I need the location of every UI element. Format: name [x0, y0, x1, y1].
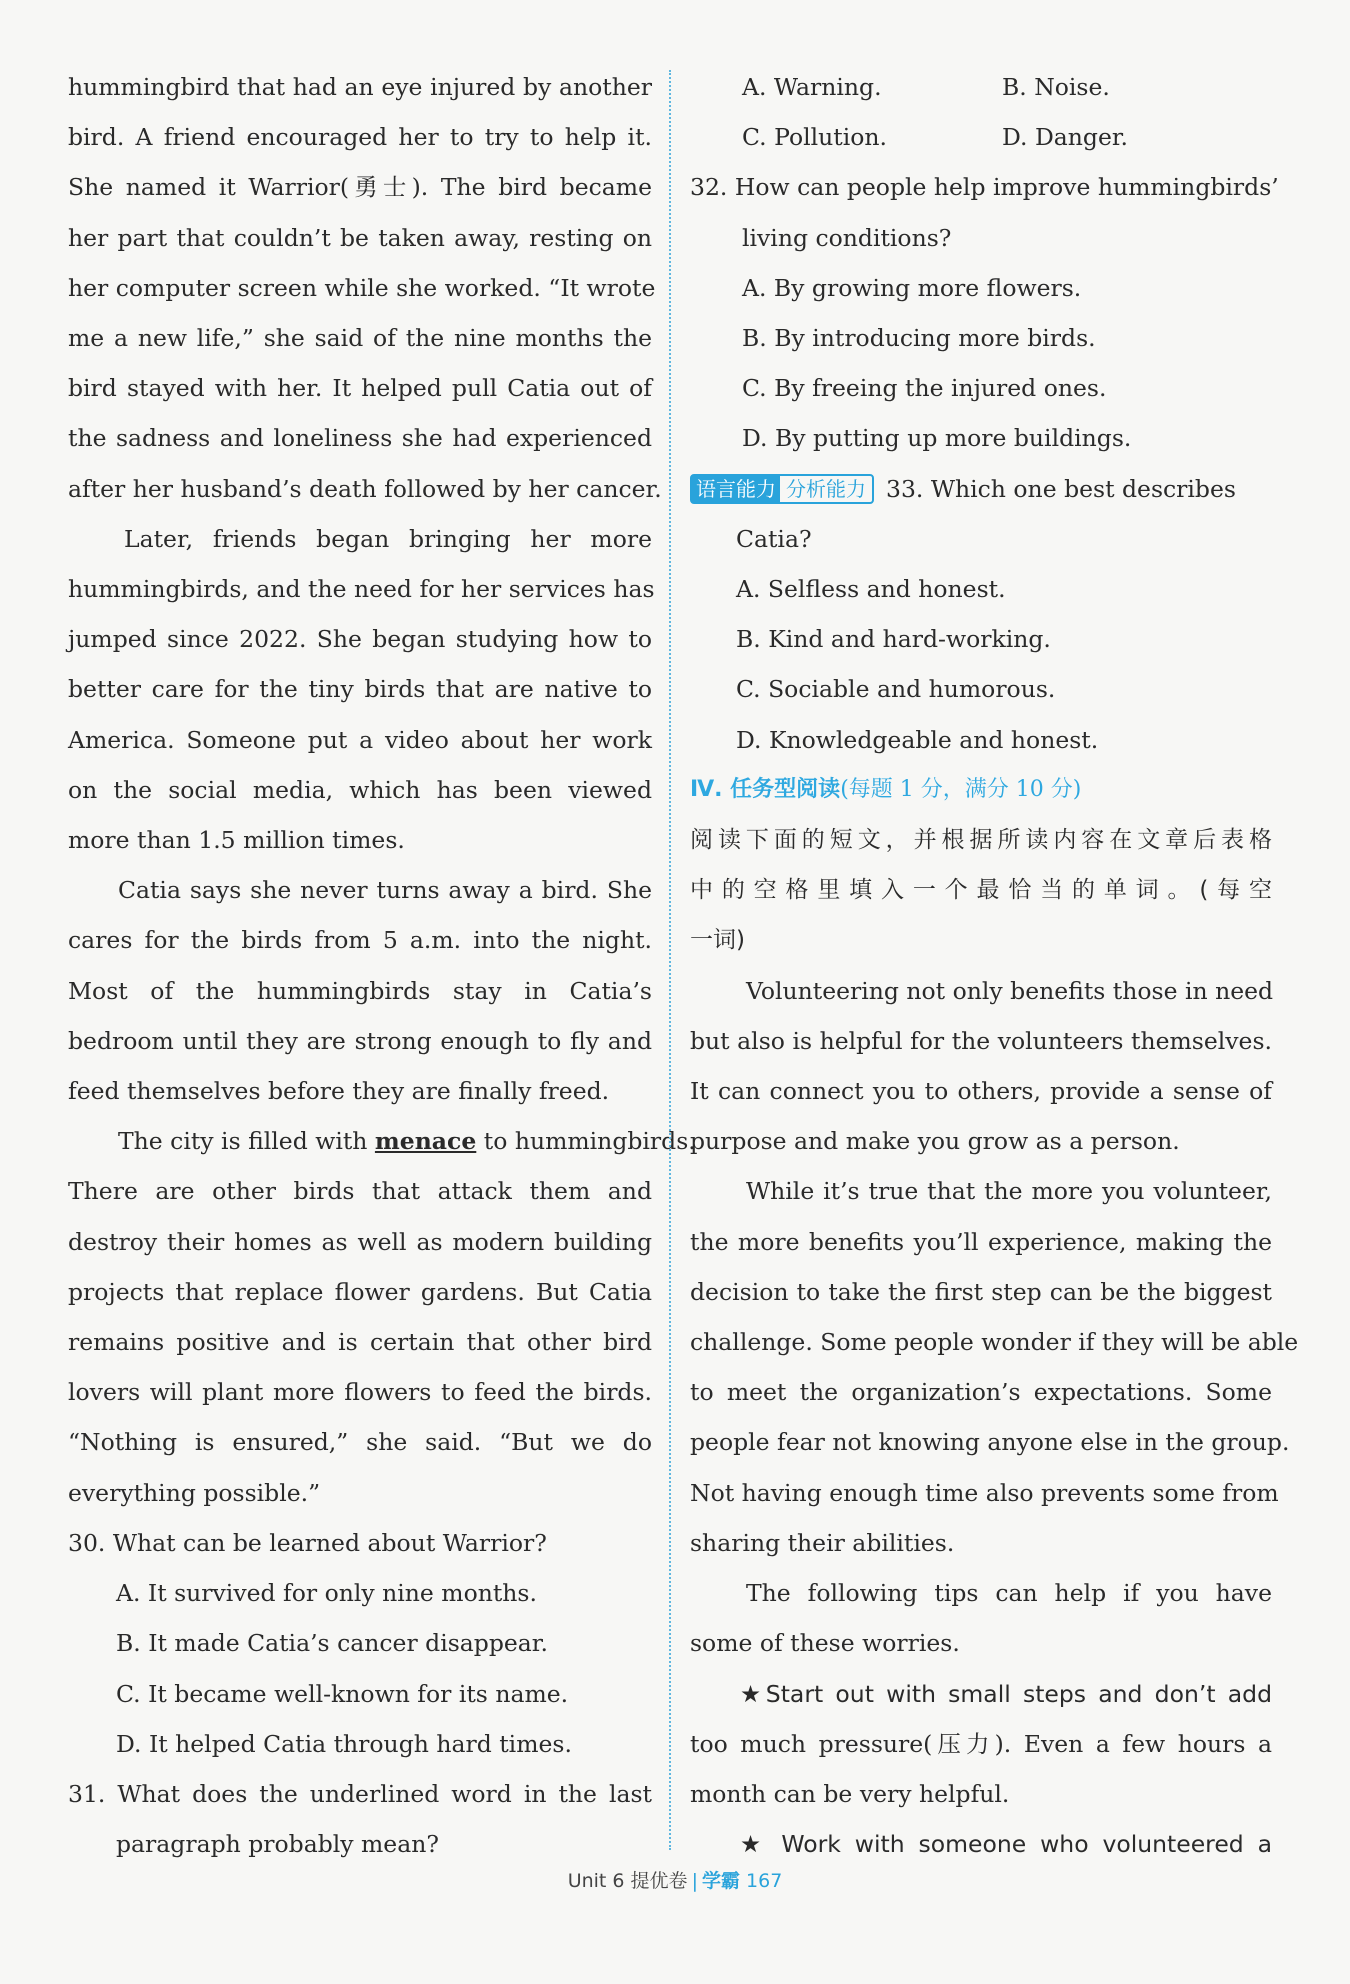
question-stem-text: 33. Which one best describes — [886, 474, 1236, 503]
text-line: ★ Work with someone who volunteered a — [740, 1830, 1272, 1859]
text-line: me a new life,” she said of the nine months the — [68, 324, 652, 353]
text-line: people fear not knowing anyone else in the group. — [690, 1428, 1290, 1457]
column-divider — [669, 70, 671, 1850]
right-column — [690, 62, 1299, 1869]
text-line: Catia says she never turns away a bird. She — [118, 876, 652, 905]
answer-option[interactable]: D. By putting up more buildings. — [742, 424, 1132, 453]
question-stem: 32. How can people help improve hummingbirds’ — [690, 173, 1279, 202]
question-stem: 30. What can be learned about Warrior? — [68, 1528, 547, 1557]
tag-analysis-ability: 分析能力 — [786, 476, 866, 501]
question-30 — [68, 1518, 652, 1769]
text-line: purpose and make you grow as a person. — [690, 1127, 1180, 1156]
text-line: on the social media, which has been viewed — [68, 775, 652, 804]
text-line: remains positive and is certain that other bird — [68, 1328, 652, 1357]
text-line: “Nothing is ensured,” she said. “But we do — [68, 1428, 652, 1457]
text-line: sharing their abilities. — [690, 1528, 955, 1557]
text-line: While it’s true that the more you volunteer, — [746, 1177, 1272, 1206]
question-33 — [690, 464, 1272, 765]
text-line: bird. A friend encouraged her to try to help it. — [68, 123, 652, 152]
text-line: her computer screen while she worked. “It wrote — [68, 273, 656, 302]
text-segment: to hummingbirds. — [476, 1127, 696, 1156]
text-line: Not having enough time also prevents some from — [690, 1478, 1279, 1507]
text-line: hummingbird that had an eye injured by another — [68, 73, 652, 101]
text-line: more than 1.5 million times. — [68, 826, 405, 855]
answer-option[interactable]: D. Danger. — [1002, 123, 1129, 152]
text-line: destroy their homes as well as modern building — [68, 1227, 652, 1256]
underlined-word: menace — [374, 1127, 477, 1156]
text-line: Volunteering not only benefits those in need — [746, 976, 1274, 1005]
option-row — [690, 112, 1272, 162]
answer-option[interactable]: A. It survived for only nine months. — [116, 1579, 537, 1608]
answer-option[interactable]: D. It helped Catia through hard times. — [116, 1729, 572, 1758]
answer-option[interactable]: A. Warning. — [742, 73, 882, 101]
answer-option[interactable]: A. By growing more flowers. — [742, 273, 1082, 302]
text-line: lovers will plant more flowers to feed the birds. — [68, 1378, 652, 1407]
text-line: some of these worries. — [690, 1629, 960, 1658]
answer-option[interactable]: B. Noise. — [1002, 73, 1110, 101]
ability-tag — [690, 474, 874, 504]
instruction-line: 中的空格里填入一个最恰当的单词。(每空 — [690, 877, 1272, 904]
question-stem: paragraph probably mean? — [116, 1830, 439, 1859]
passage-paragraph — [690, 1669, 1272, 1820]
question-32 — [690, 162, 1279, 463]
text-segment: The city is filled with — [118, 1127, 375, 1156]
answer-option[interactable]: B. By introducing more birds. — [742, 324, 1096, 353]
text-line: jumped since 2022. She began studying how to — [68, 625, 652, 654]
text-line: better care for the tiny birds that are native to — [68, 675, 652, 704]
text-line: Later, friends began bringing her more — [124, 524, 652, 553]
footer-separator: | — [691, 1870, 698, 1892]
text-line: bedroom until they are strong enough to fly and — [68, 1026, 652, 1055]
text-line: America. Someone put a video about her work — [68, 725, 652, 754]
answer-option[interactable]: B. Kind and hard-working. — [736, 625, 1051, 654]
footer-unit: Unit 6 提优卷 — [567, 1870, 688, 1892]
answer-option[interactable]: A. Selfless and honest. — [736, 575, 1006, 604]
question-stem — [690, 464, 1272, 514]
text-line: after her husband’s death followed by her cancer. — [68, 474, 662, 503]
option-row — [690, 62, 1272, 112]
answer-option[interactable]: D. Knowledgeable and honest. — [736, 725, 1099, 754]
instruction-line: 一词) — [690, 927, 745, 954]
text-line: the sadness and loneliness she had experienced — [68, 424, 652, 453]
footer-brand: 学霸 — [701, 1870, 740, 1892]
text-line: ★Start out with small steps and don’t add — [740, 1679, 1272, 1708]
question-stem: 31. What does the underlined word in the last — [68, 1779, 652, 1808]
left-column — [68, 62, 696, 1869]
passage-paragraph — [690, 1568, 1272, 1668]
text-line: Most of the hummingbirds stay in Catia’s — [68, 976, 652, 1005]
text-line: everything possible.” — [68, 1478, 321, 1507]
text-line: too much pressure(压力). Even a few hours a — [690, 1729, 1272, 1758]
passage-paragraph — [690, 1166, 1299, 1568]
question-31-options — [690, 62, 1272, 162]
answer-option[interactable]: C. By freeing the injured ones. — [742, 374, 1107, 403]
text-line: There are other birds that attack them and — [68, 1177, 652, 1206]
text-line: but also is helpful for the volunteers themselves. — [690, 1026, 1272, 1055]
passage-paragraph — [690, 966, 1272, 1167]
text-line: It can connect you to others, provide a sense of — [690, 1077, 1272, 1106]
text-line: She named it Warrior(勇士). The bird became — [68, 173, 652, 202]
page-footer — [0, 1866, 1350, 1893]
tag-language-ability: 语言能力 — [692, 476, 780, 502]
text-line: projects that replace flower gardens. But Catia — [68, 1277, 652, 1306]
text-line: to meet the organization’s expectations. Some — [690, 1378, 1272, 1407]
answer-option[interactable]: C. Pollution. — [742, 123, 887, 152]
section-title: Ⅳ. 任务型阅读 — [690, 776, 841, 802]
passage-paragraph — [690, 1819, 1272, 1869]
text-line: hummingbirds, and the need for her services has — [68, 575, 655, 604]
question-31 — [68, 1769, 652, 1869]
section-score: (每题 1 分，满分 10 分) — [840, 776, 1082, 802]
text-line: month can be very helpful. — [690, 1779, 1010, 1808]
page-number: 167 — [746, 1870, 783, 1892]
section-heading — [690, 765, 1272, 815]
text-line: decision to take the first step can be the biggest — [690, 1277, 1272, 1306]
section-instructions — [690, 815, 1272, 966]
text-line: cares for the birds from 5 a.m. into the night. — [68, 926, 652, 955]
answer-option[interactable]: C. It became well-known for its name. — [116, 1679, 569, 1708]
answer-option[interactable]: B. It made Catia’s cancer disappear. — [116, 1629, 548, 1658]
text-line: feed themselves before they are finally freed. — [68, 1077, 610, 1106]
text-line: The following tips can help if you have — [746, 1579, 1272, 1608]
text-line: challenge. Some people wonder if they will be able — [690, 1328, 1299, 1357]
text-line: her part that couldn’t be taken away, resting on — [68, 223, 652, 252]
question-stem: living conditions? — [742, 223, 952, 252]
text-line: bird stayed with her. It helped pull Catia out of — [68, 374, 652, 403]
passage-paragraph-4 — [68, 1116, 696, 1518]
text-line: the more benefits you’ll experience, making the — [690, 1227, 1272, 1256]
answer-option[interactable]: C. Sociable and humorous. — [736, 675, 1056, 704]
text-line — [68, 1116, 696, 1166]
passage-paragraph-2 — [68, 514, 655, 865]
passage-paragraph-3 — [68, 865, 652, 1116]
question-stem: Catia? — [736, 524, 812, 553]
passage-paragraph-1 — [68, 62, 662, 514]
instruction-line: 阅读下面的短文，并根据所读内容在文章后表格 — [690, 827, 1272, 854]
